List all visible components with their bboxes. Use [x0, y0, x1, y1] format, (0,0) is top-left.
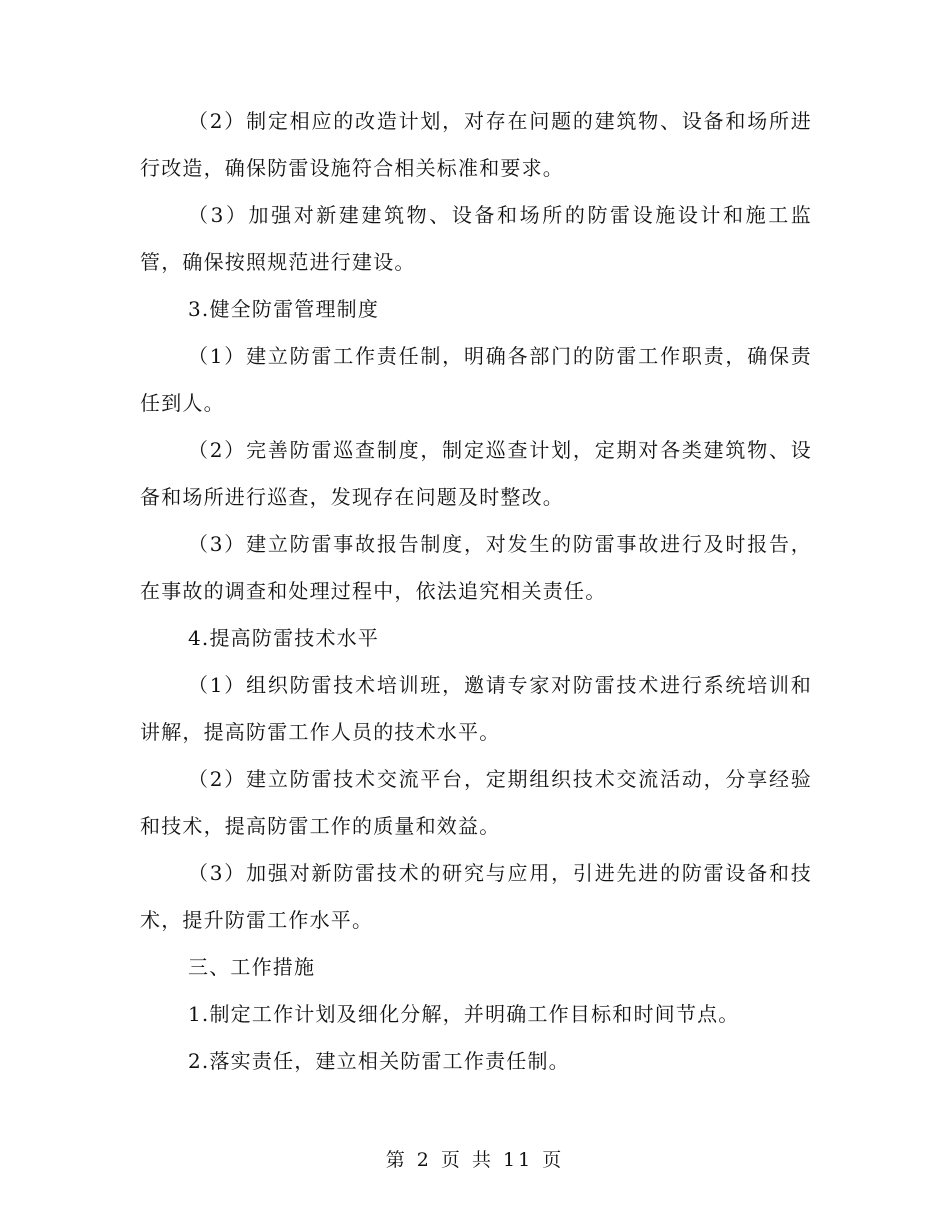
paragraph: （2）完善防雷巡查制度，制定巡查计划，定期对各类建筑物、设备和场所进行巡查，发现存在问题及时整改。	[140, 438, 812, 509]
paragraph: （3）建立防雷事故报告制度，对发生的防雷事故进行及时报告，在事故的调查和处理过程中，依法追究相关责任。	[140, 532, 812, 603]
paragraph: （3）加强对新防雷技术的研究与应用，引进先进的防雷设备和技术，提升防雷工作水平。	[140, 861, 812, 932]
paragraph: （1）建立防雷工作责任制，明确各部门的防雷工作职责，确保责任到人。	[140, 344, 812, 415]
page-number-footer: 第 2 页 共 11 页	[385, 1149, 565, 1171]
section-heading: 4.提高防雷技术水平	[188, 626, 380, 650]
paragraph: （3）加强对新建建筑物、设备和场所的防雷设施设计和施工监管，确保按照规范进行建设。	[140, 203, 812, 274]
paragraph: （2）制定相应的改造计划，对存在问题的建筑物、设备和场所进行改造，确保防雷设施符合相关标准和要求。	[140, 109, 812, 180]
paragraph: 2.落实责任，建立相关防雷工作责任制。	[188, 1049, 570, 1073]
section-heading: 3.健全防雷管理制度	[188, 297, 380, 321]
paragraph: （2）建立防雷技术交流平台，定期组织技术交流活动，分享经验和技术，提高防雷工作的质量和效益。	[140, 767, 812, 838]
document-body	[140, 98, 812, 1085]
paragraph: （1）组织防雷技术培训班，邀请专家对防雷技术进行系统培训和讲解，提高防雷工作人员的技术水平。	[140, 673, 812, 744]
paragraph: 1.制定工作计划及细化分解，并明确工作目标和时间节点。	[188, 1002, 740, 1026]
section-heading: 三、工作措施	[188, 955, 316, 979]
